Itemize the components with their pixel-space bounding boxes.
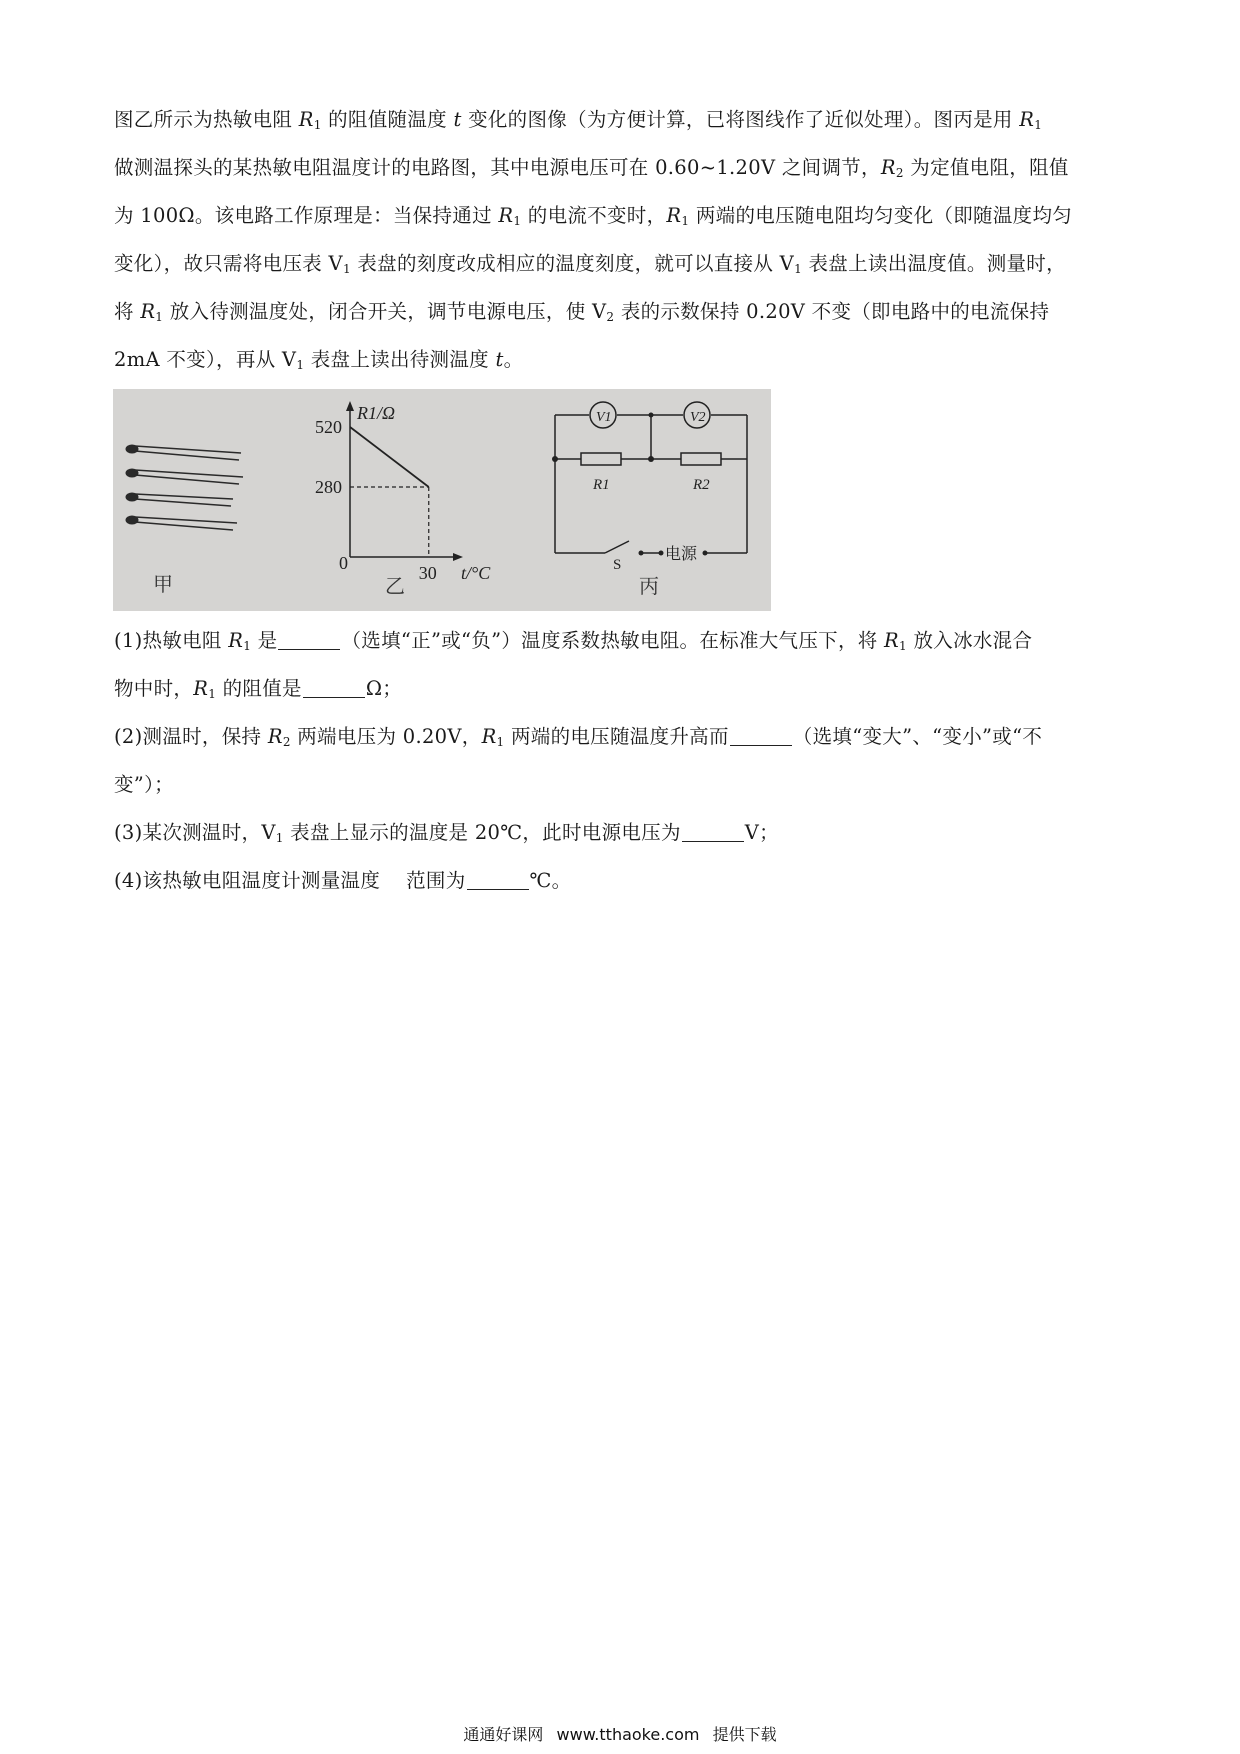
var-r: R xyxy=(193,677,209,700)
text: 为定值电阻，阻值 xyxy=(903,156,1069,179)
text: 表的示数保持 0.20V 不变（即电路中的电流保持 xyxy=(614,300,1050,323)
text: 表盘上显示的温度是 20℃，此时电源电压为 xyxy=(283,821,681,844)
var-r: R xyxy=(880,156,896,179)
subscript: 2 xyxy=(282,735,291,749)
voltmeter-v1-label: V1 xyxy=(596,410,612,425)
graph-origin: 0 xyxy=(339,553,348,573)
text: 两端电压为 0.20V， xyxy=(290,725,482,748)
question-2-line-1 xyxy=(114,713,1128,761)
text: (3)某次测温时，V xyxy=(114,821,276,844)
subscript: 2 xyxy=(606,310,615,324)
intro-line-3 xyxy=(114,192,1128,240)
resistor-r2-icon xyxy=(681,453,721,465)
subscript: 1 xyxy=(296,358,305,372)
question-1-line-1 xyxy=(114,617,1128,665)
figure-svg xyxy=(113,389,771,611)
junction-dot xyxy=(649,413,654,418)
question-1-line-2 xyxy=(114,665,1128,713)
circuit-diagram xyxy=(555,402,747,553)
page-footer xyxy=(0,1722,1240,1745)
label-yi: 乙 xyxy=(385,576,405,598)
probe xyxy=(126,516,237,530)
y-axis-arrow xyxy=(346,401,354,411)
text: 变化），故只需将电压表 V xyxy=(114,252,343,275)
subscript: 1 xyxy=(681,214,690,228)
answer-blank[interactable] xyxy=(467,869,529,890)
subscript: 1 xyxy=(275,831,284,845)
probe xyxy=(126,493,233,506)
var-r: R xyxy=(140,300,156,323)
subscript: 2 xyxy=(895,166,904,180)
question-4 xyxy=(114,857,1128,905)
footer-site-name: 通通好课网 xyxy=(463,1725,544,1744)
var-t: t xyxy=(453,108,462,131)
text: 为 100Ω。该电路工作原理是：当保持通过 xyxy=(114,204,499,227)
intro-line-2 xyxy=(114,144,1128,192)
text: 图乙所示为热敏电阻 xyxy=(114,108,299,131)
subscript: 1 xyxy=(496,735,505,749)
var-t: t xyxy=(495,348,504,371)
resistor-r2-label: R2 xyxy=(693,477,710,493)
power-source-label: 电源 xyxy=(665,546,698,563)
text: 将 xyxy=(114,300,141,323)
text: 两端的电压随电阻均匀变化（即随温度均匀 xyxy=(689,204,1073,227)
text: 。 xyxy=(503,348,524,371)
resistance-temperature-graph xyxy=(346,401,463,561)
probe xyxy=(126,445,241,460)
y-tick-280: 280 xyxy=(315,477,342,497)
footer-action: 提供下载 xyxy=(712,1725,777,1744)
intro-paragraph xyxy=(114,96,1128,384)
switch-label: S xyxy=(613,557,622,573)
subscript: 1 xyxy=(243,639,252,653)
text: 2mA 不变），再从 V xyxy=(114,348,297,371)
text: 变”）； xyxy=(114,773,174,796)
intro-line-5 xyxy=(114,288,1128,336)
text: 变化的图像（为方便计算，已将图线作了近似处理）。图丙是用 xyxy=(461,108,1020,131)
var-r: R xyxy=(666,204,682,227)
text: 做测温探头的某热敏电阻温度计的电路图，其中电源电压可在 0.60~1.20V 之间调节， xyxy=(114,156,881,179)
y-tick-520: 520 xyxy=(315,417,342,437)
answer-blank[interactable] xyxy=(278,629,340,650)
text: （选填“正”或“负”）温度系数热敏电阻。在标准大气压下，将 xyxy=(341,629,885,652)
subscript: 1 xyxy=(513,214,522,228)
text: ℃。 xyxy=(529,869,572,892)
label-bing: 丙 xyxy=(639,576,659,598)
text: 表盘上读出温度值。测量时， xyxy=(802,252,1066,275)
text: 是 xyxy=(251,629,278,652)
series-line xyxy=(350,427,429,487)
subscript: 1 xyxy=(899,639,907,653)
text: V； xyxy=(744,821,779,844)
intro-line-6 xyxy=(114,336,1128,384)
text: 的电流不变时， xyxy=(521,204,667,227)
question-2-line-2 xyxy=(114,761,1128,809)
text: 的阻值随温度 xyxy=(321,108,454,131)
x-tick-30: 30 xyxy=(418,563,437,583)
subscript: 1 xyxy=(1034,118,1043,132)
var-r: R xyxy=(228,629,244,652)
text: 物中时， xyxy=(114,677,194,700)
circuit-nodes xyxy=(552,413,708,556)
subscript: 1 xyxy=(208,687,217,701)
text: (2)测温时，保持 xyxy=(114,725,268,748)
figure-panel xyxy=(113,389,771,611)
text: 两端的电压随温度升高而 xyxy=(504,725,729,748)
text: 的阻值是 xyxy=(216,677,302,700)
intro-line-4 xyxy=(114,240,1128,288)
text: 放入冰水混合 xyxy=(906,629,1033,652)
subscript: 1 xyxy=(342,262,351,276)
footer-url[interactable]: www.tthaoke.com xyxy=(556,1725,700,1744)
terminal-dot xyxy=(659,551,664,556)
question-3 xyxy=(114,809,1128,857)
text: (4)该热敏电阻温度计测量温度 范围为 xyxy=(114,869,466,892)
text: （选填“变大”、“变小”或“不 xyxy=(792,725,1043,748)
subscript: 1 xyxy=(155,310,164,324)
probe xyxy=(126,469,243,484)
terminal-dot xyxy=(703,551,708,556)
graph-x-axis-label: t/°C xyxy=(461,563,491,583)
answer-blank[interactable] xyxy=(303,677,365,698)
x-axis-arrow xyxy=(453,553,463,561)
thermistor-probes-illustration xyxy=(126,445,243,530)
var-r: R xyxy=(1019,108,1035,131)
voltmeter-v2-label: V2 xyxy=(690,410,706,425)
text: 放入待测温度处，闭合开关，调节电源电压，使 V xyxy=(163,300,607,323)
resistor-r1-icon xyxy=(581,453,621,465)
var-r: R xyxy=(481,725,497,748)
intro-line-1 xyxy=(114,96,1128,144)
subscript: 1 xyxy=(794,262,802,276)
switch-contact xyxy=(639,551,644,556)
text: (1)热敏电阻 xyxy=(114,629,229,652)
junction-dot xyxy=(552,456,558,462)
label-jia: 甲 xyxy=(153,574,173,596)
text: 表盘的刻度改成相应的温度刻度，就可以直接从 V xyxy=(350,252,795,275)
text: 表盘上读出待测温度 xyxy=(304,348,496,371)
text: Ω； xyxy=(365,677,403,700)
var-r: R xyxy=(498,204,514,227)
questions xyxy=(114,617,1128,905)
var-r: R xyxy=(884,629,900,652)
answer-blank[interactable] xyxy=(730,725,792,746)
var-r: R xyxy=(267,725,283,748)
answer-blank[interactable] xyxy=(682,821,744,842)
switch-blade-icon xyxy=(605,541,629,553)
graph-y-axis-label: R1/Ω xyxy=(357,403,396,423)
var-r: R xyxy=(298,108,314,131)
resistor-r1-label: R1 xyxy=(593,477,610,493)
junction-dot xyxy=(648,456,654,462)
subscript: 1 xyxy=(313,118,322,132)
